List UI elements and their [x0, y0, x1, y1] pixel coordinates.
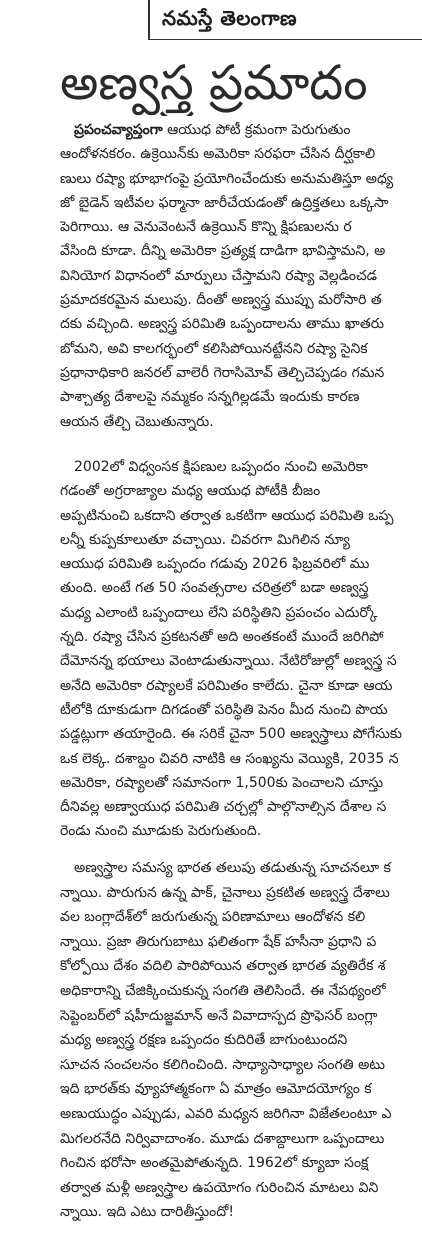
text-line: 2002లో విధ్వంసక క్షిపణుల ఒప్పందం నుంచి అమెరికా	[74, 459, 368, 475]
text-line: ఒక లెక్క. దశాబ్దం చివరి నాటికి ఆ సంఖ్యను వెయ్యికి, 2035 న	[60, 750, 399, 767]
text-line: ఇది భారత్‌కు వ్యూహాత్మకంగా ఏ మాత్రం ఆమోదయోగ్యం క	[60, 1081, 372, 1098]
text-line: దేమోనన్న భయాలు వెంటాడుతున్నాయి. నేటిరోజుల్లో అణ్వస్త్ర స	[60, 653, 397, 670]
text-line: బోమని, అవి కాలగర్భంలో కలిసిపోయినట్టేనని రష్యా సైనిక	[60, 340, 368, 357]
text-line: దకు వచ్చింది. అణ్వస్త్ర పరిమితి ఒప్పందాలను తాము ఖాతరు	[60, 316, 384, 333]
text-line: ప్రమాదకరమైన మలుపు. దీంతో అణ్వస్త్ర ముప్పు మరోసారి త	[60, 292, 382, 309]
text-line: అణుయుద్ధం ఎప్పుడు, ఎవరి మధ్యన జరిగినా విజేతలంటూ ఎ	[60, 1105, 392, 1122]
text-line: అమెరికా, రష్యాలతో సమానంగా 1,500కు పెంచాలని చూస్తు	[60, 774, 384, 791]
text-line: వేసింది కూడా. దీన్ని అమెరికా ప్రత్యక్ష దాడిగా భావిస్తామని, అ	[60, 243, 386, 260]
text-line: న్నాయి. ప్రజా తిరుగుబాటు ఫలితంగా షేక్ హసీనా ప్రధాని ప	[60, 933, 377, 950]
text-line: మధ్య అణ్వస్త్ర రక్షణ ఒప్పందం కుదిరితే బాగుంటుందని	[60, 1032, 348, 1049]
text-line: అణ్వస్త్రాల సమస్య భారత తలుపు తడుతున్న సూచనలూ క	[74, 860, 391, 876]
text-line: రెండు నుంచి మూడుకు పెరుగుతుంది.	[60, 823, 262, 840]
text-line: ఆందోళనకరం. ఉక్రెయిన్‌కు అమెరికా సరఫరా చేసిన దీర్ఘకాలి	[60, 146, 376, 163]
text-line: జో బైడెన్ ఇటీవల ఫర్మానా జారీచేయడంతో ఉద్రిక్తతలు ఒక్కసా	[60, 194, 389, 211]
text-line: సెప్టెంబర్‌లో షహీదుజ్జమాన్ అనే వివాదాస్పద ప్రొఫెసర్ బంగ్లా	[60, 1007, 378, 1024]
text-line: గించిన భరోసా అంతమైపోతున్నది. 1962లో క్యూబా సంక్ష	[60, 1155, 369, 1172]
text-line: పడ్డట్లుగా తయారైంది. ఈ సరికే చైనా 500 అణ్వస్త్రాలు పోగేసుకు	[60, 726, 403, 743]
paragraph	[60, 455, 422, 844]
text-line: పాశ్చాత్య దేశాలపై నమ్మకం సన్నగిల్లడమే ఇందుకు కారణ	[60, 389, 360, 406]
paragraph	[60, 118, 422, 434]
text-line: న్నాయి. పొరుగున ఉన్న పాక్, చైనాలు ప్రకటిత అణ్వస్త్ర దేశాలు	[60, 884, 390, 901]
text-line: అనేది అమెరికా రష్యాలకే పరిమితం కాలేదు. చైనా కూడా ఆయ	[60, 677, 393, 694]
headline: అణ్వస్త్ర ప్రమాదం	[60, 55, 368, 111]
text-line: అధికారాన్ని చేజిక్కించుకున్న సంగతి తెలిసిందే. ఈ నేపథ్యంలో	[60, 982, 386, 999]
text-line: వల బంగ్లాదేశ్‌లో జరుగుతున్న పరిణామాలు ఆందోళన కలి	[60, 909, 366, 926]
line-text: ఆయుధ పోటీ క్రమంగా పెరుగుతుం	[162, 122, 351, 138]
text-line: న్నాయి. ఇది ఎటు దారితీస్తుందో!	[60, 1204, 234, 1221]
text-line: గడంతో అగ్రరాజ్యాల మధ్య ఆయుధ పోటీకి బీజం	[60, 483, 321, 500]
masthead	[148, 0, 422, 40]
masthead-title: నమస్తే తెలంగాణ	[162, 6, 298, 30]
text-line: తర్వాత మళ్లీ అణ్వస్త్రాల ఉపయోగం గురించిన మాటలు విని	[60, 1179, 379, 1196]
text-line: తుంది. అంటే గత 50 సంవత్సరాల చరిత్రలో బడా అణ్వస్త్ర	[60, 580, 369, 597]
text-line: మిగలరనేది నిర్వివాదాంశం. మూడు దశాబ్దాలుగా ఒప్పందాలు	[60, 1130, 385, 1147]
text-line: టీలోకి దూకుడుగా దిగడంతో పరిస్థితి పెనం మీద నుంచి పొయ	[60, 701, 388, 718]
text-line	[60, 118, 422, 142]
text-line: ణులు రష్యా భూభాగంపై ప్రయోగించేందుకు అనుమతిస్తూ అధ్య	[60, 170, 394, 187]
text-line: పెరిగాయి. ఆ వెనువెంటనే ఉక్రెయిన్ కొన్ని క్షిపణులను ర	[60, 219, 352, 236]
text-line: మధ్య ఎలాంటి ఒప్పందాలు లేని పరిస్థితిని ప్రపంచం ఎదుర్కో	[60, 604, 378, 621]
text-line: దీనివల్ల అణ్వాయుధ పరిమితి చర్చల్లో పాల్గొనాల్సిన దేశాల స	[60, 799, 387, 816]
text-line: కోల్పోయి దేశం వదిలి పారిపోయిన తర్వాత భారత వ్యతిరేక శ	[60, 958, 386, 975]
text-line: వినియోగ విధానంలో మార్పులు చేస్తామని రష్యా వెల్లడించడ	[60, 267, 377, 284]
lead-word: ప్రపంచవ్యాప్తంగా	[74, 122, 163, 138]
text-line: లన్నీ కుప్పకూలుతూ వచ్చాయి. చివరగా మిగిలిన న్యూ	[60, 531, 350, 548]
text-line: అప్పటినుంచి ఒకదాని తర్వాత ఒకటిగా ఆయుధ పరిమితి ఒప్ప	[60, 507, 394, 524]
text-line: న్నది. రష్యా చేసిన ప్రకటనతో అది అంతకంటే ముందే జరిగిపో	[60, 629, 384, 646]
text-line: ఆయన తేల్చి చెబుతున్నారు.	[60, 413, 214, 430]
text-line: ఆయుధ పరిమితి ఒప్పందం గడువు 2026 ఫిబ్రవరిలో ము	[60, 556, 370, 573]
paragraph	[60, 856, 422, 1225]
text-line: ప్రధానాధికారి జనరల్ వాలెరీ గెరాసిమోవ్ తెల్చిచెప్పడం గమన	[60, 364, 385, 381]
text-line: సూచన సంచలనం కలిగించింది. సాధ్యాసాధ్యాల సంగతి అటు	[60, 1056, 385, 1073]
